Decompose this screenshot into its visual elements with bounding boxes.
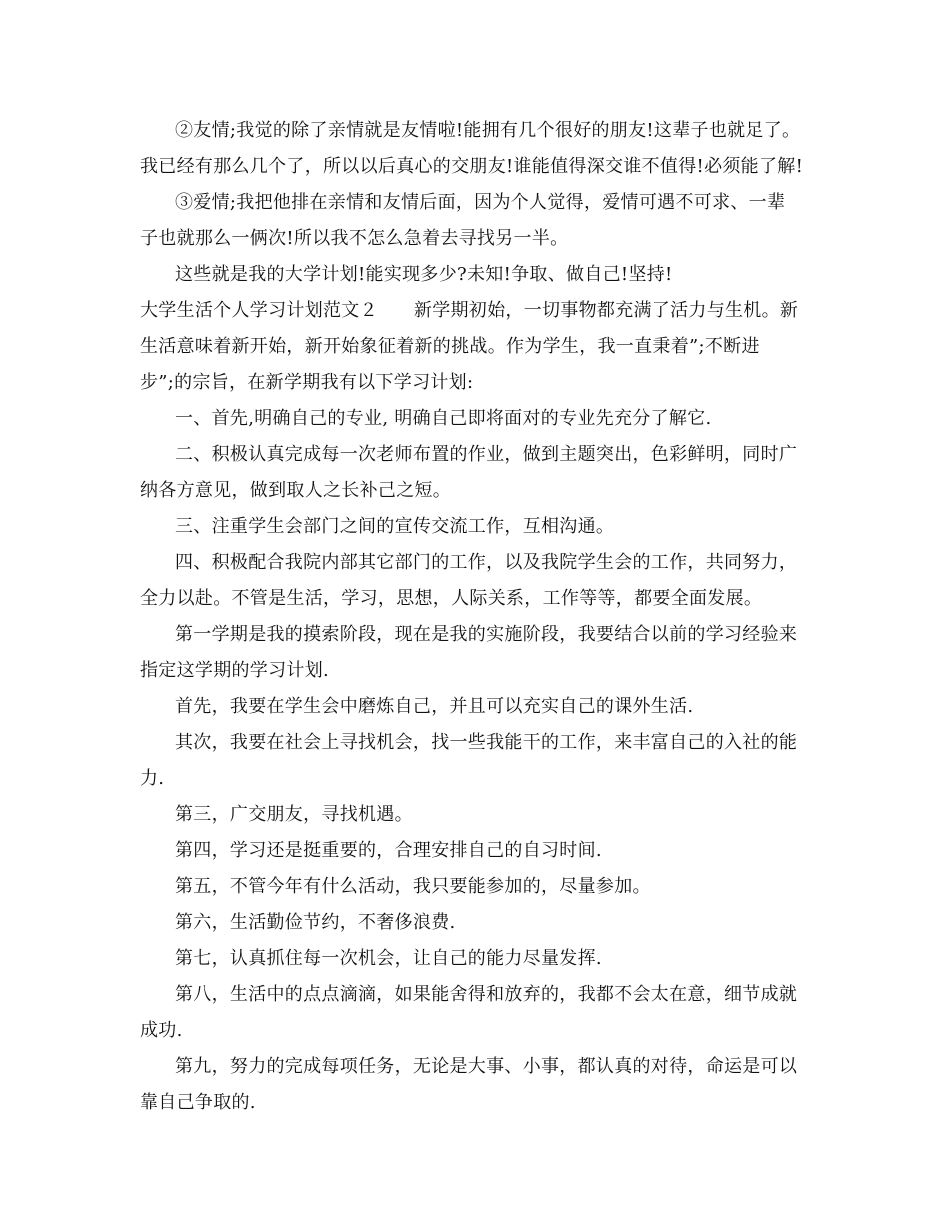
paragraph-line: 生活意味着新开始，新开始象征着新的挑战。作为学生，我一直秉着”;不断进 bbox=[140, 336, 760, 357]
paragraph-line: 二、积极认真完成每一次老师布置的作业，做到主题突出，色彩鲜明，同时广 bbox=[175, 444, 798, 465]
paragraph-line: 子也就那么一俩次!所以我不怎么急着去寻找另一半。 bbox=[140, 228, 569, 249]
paragraph-line: 四、积极配合我院内部其它部门的工作，以及我院学生会的工作，共同努力， bbox=[175, 552, 798, 573]
paragraph-line: 第四，学习还是挺重要的，合理安排自己的自习时间. bbox=[175, 840, 602, 861]
paragraph-line: 第六，生活勤俭节约，不奢侈浪费. bbox=[175, 912, 456, 933]
section-heading-line bbox=[140, 300, 798, 322]
paragraph-line: ③爱情;我把他排在亲情和友情后面，因为个人觉得，爱情可遇不可求、一辈 bbox=[175, 192, 786, 213]
paragraph-line: 第八，生活中的点点滴滴，如果能舍得和放弃的，我都不会太在意，细节成就 bbox=[175, 984, 798, 1005]
paragraph-line: 第一学期是我的摸索阶段，现在是我的实施阶段，我要结合以前的学习经验来 bbox=[175, 624, 798, 645]
paragraph-line: 靠自己争取的. bbox=[140, 1092, 256, 1113]
paragraph-line: 指定这学期的学习计划. bbox=[140, 660, 330, 681]
paragraph-line: 第七，认真抓住每一次机会，让自己的能力尽量发挥. bbox=[175, 948, 602, 969]
paragraph-line: 全力以赴。不管是生活，学习，思想，人际关系，工作等等，都要全面发展。 bbox=[140, 588, 763, 609]
paragraph-line: 纳各方意见，做到取人之长补己之短。 bbox=[140, 480, 452, 501]
section-title: 大学生活个人学习计划范文２ bbox=[140, 300, 378, 321]
paragraph-line: 其次，我要在社会上寻找机会，找一些我能干的工作，来丰富自己的入社的能 bbox=[175, 732, 798, 753]
paragraph-line: 这些就是我的大学计划!能实现多少?未知!争取、做自己!坚持! bbox=[175, 264, 673, 285]
paragraph-line: 第五，不管今年有什么活动，我只要能参加的，尽量参加。 bbox=[175, 876, 651, 897]
paragraph-text: 新学期初始，一切事物都充满了活力与生机。新 bbox=[413, 300, 799, 321]
paragraph-line: 三、注重学生会部门之间的宣传交流工作，互相沟通。 bbox=[175, 516, 615, 537]
paragraph-line: 第三，广交朋友，寻找机遇。 bbox=[175, 804, 413, 825]
paragraph-line: 我已经有那么几个了，所以以后真心的交朋友!谁能值得深交谁不值得!必须能了解! bbox=[140, 156, 804, 177]
paragraph-line: 力. bbox=[140, 768, 165, 789]
paragraph-line: ②友情;我觉的除了亲情就是友情啦!能拥有几个很好的朋友!这辈子也就足了。 bbox=[175, 120, 801, 141]
paragraph-line: 第九，努力的完成每项任务，无论是大事、小事，都认真的对待，命运是可以 bbox=[175, 1056, 798, 1077]
paragraph-line: 首先，我要在学生会中磨炼自己，并且可以充实自己的课外生活. bbox=[175, 696, 694, 717]
paragraph-line: 一、首先,明确自己的专业, 明确自己即将面对的专业先充分了解它. bbox=[175, 408, 712, 429]
paragraph-line: 步”;的宗旨，在新学期我有以下学习计划: bbox=[140, 372, 474, 393]
paragraph-line: 成功. bbox=[140, 1020, 183, 1041]
